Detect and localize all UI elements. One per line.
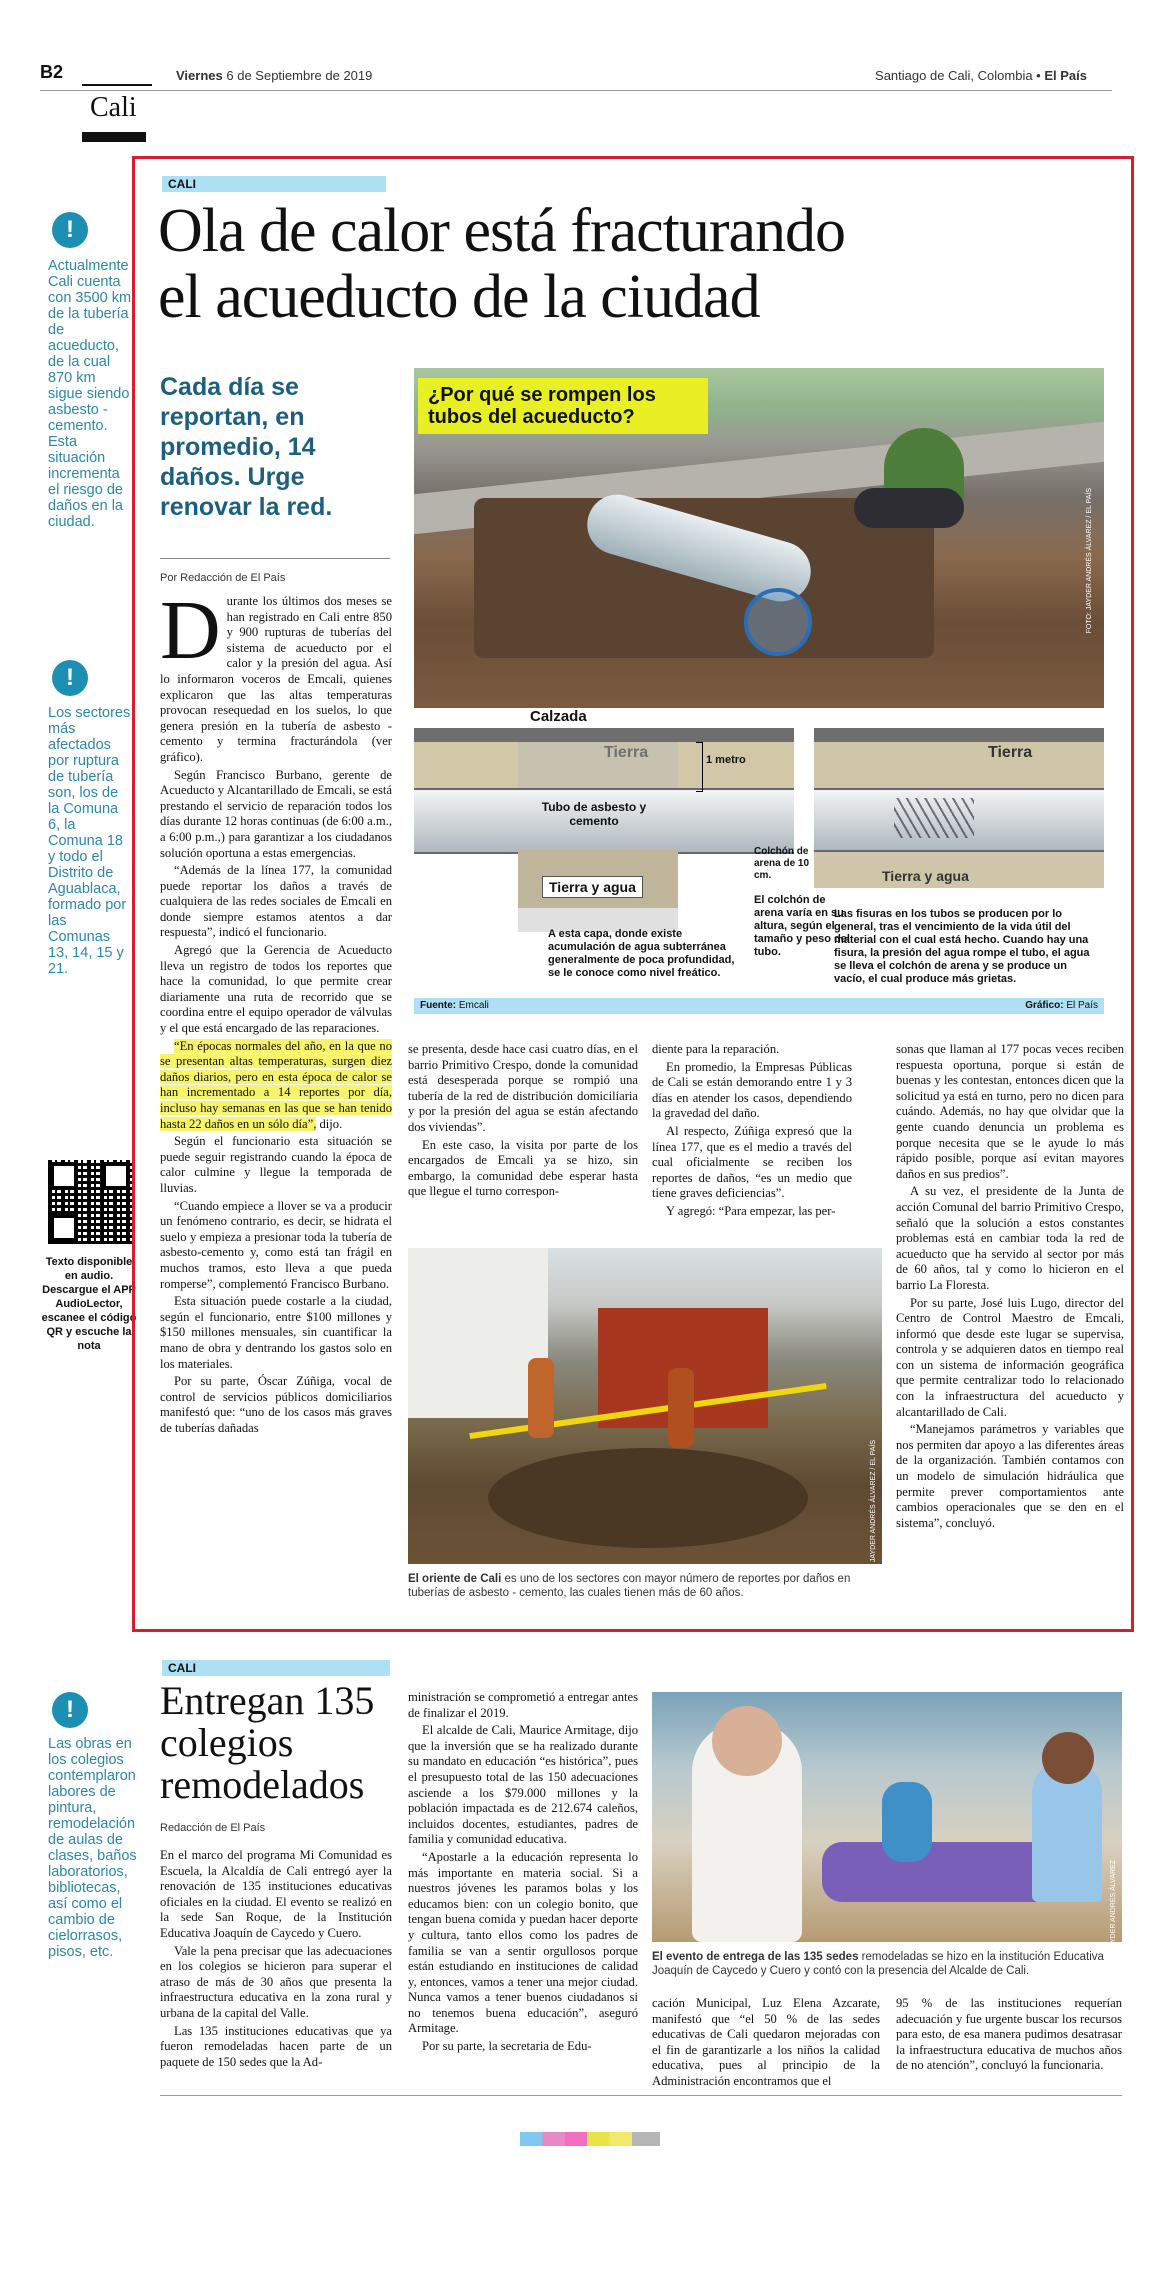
alert-icon: ! bbox=[52, 212, 88, 248]
header-date-text: 6 de Septiembre de 2019 bbox=[226, 68, 373, 83]
arena-note: El colchón de arena varía en su altura, según el tamaño y peso del tubo. bbox=[754, 894, 850, 958]
article-column-1 bbox=[160, 584, 392, 1438]
paragraph: En promedio, la Empresas Públicas de Cali se están demorando entre 1 y 3 días en atender los casos, dependiendo la gravedad del daño. bbox=[652, 1059, 852, 1121]
sidebar-note-3: Las obras en los colegios contemplaron labores de pintura, remodelación de aulas de clases, baños laboratorios, bibliotecas, así como el cambio de cielorrasos, pisos, etc. bbox=[48, 1736, 137, 1960]
highlighted-quote: “En épocas normales del año, en la que no se presentan altas temperaturas, surgen diez daños diarios, pero en esta época de calor se han incrementado a 14 reportes por día, incluso hay semanas en las que se han tenido hasta 22 daños en un sólo día”, bbox=[160, 1038, 392, 1131]
paragraph: Según el funcionario esta situación se puede seguir registrando cuando la época de calor culmine y llegue la temporada de lluvias. bbox=[160, 1134, 392, 1195]
paragraph: se presenta, desde hace casi cuatro días, en el barrio Primitivo Crespo, donde la comunidad está desesperada porque se rompió una tubería de la red de distribución domiciliaria y por la presión del agua se están afectando dos viviendas”. bbox=[408, 1042, 638, 1134]
sidebar-note-1: Actualmente Cali cuenta con 3500 km de la tubería de acueducto, de la cual 870 km sigue siendo asbesto - cemento. Esta situación incrementa el riesgo de daños en la ciudad. bbox=[48, 258, 132, 530]
alert-icon: ! bbox=[52, 660, 88, 696]
school-event-photo bbox=[652, 1692, 1122, 1942]
paragraph: Por su parte, la secretaria de Edu- bbox=[422, 2039, 592, 2054]
paragraph: diente para la reparación. bbox=[652, 1042, 780, 1056]
graphic-source-bar bbox=[414, 998, 1104, 1014]
byline-2: Redacción de El País bbox=[160, 1822, 266, 1834]
paragraph: “Manejamos parámetros y variables que nos permiten dar apoyo a las diferentes áreas de la organización. También contamos con un modelo de simulación hidráulica que permite prever comportamientos ante cambios operacionales que se den en el sistema”, concluyó. bbox=[896, 1422, 1124, 1530]
label-tierra-agua: Tierra y agua bbox=[542, 876, 643, 898]
header-place-text: Santiago de Cali, Colombia • bbox=[875, 68, 1041, 83]
paragraph: Según Francisco Burbano, gerente de Acueducto y Alcantarillado de Emcali, se está prestando el servicio de reparación todos los días durante 12 horas continuas (de 6:00 a.m., a 6:00 p.m.,) para garantizar a los ciudadanos solución oportuna a estas emergencias. bbox=[160, 767, 392, 860]
color-registration-bar bbox=[520, 2132, 660, 2146]
header-day: Viernes bbox=[176, 68, 223, 83]
article2-column-3 bbox=[652, 1996, 880, 2092]
quote-tail: dijo. bbox=[316, 1116, 343, 1131]
workers-photo bbox=[408, 1248, 882, 1564]
section-tag: CALI bbox=[162, 176, 386, 192]
headline bbox=[158, 198, 1118, 330]
paragraph: cación Municipal, Luz Elena Azcarate, manifestó que “el 50 % de las sedes educativas de Cali quedaron mejoradas con el fin de garantizarle a los niños la calidad educativa, pues al principio de la Administración encontramos que el bbox=[652, 1996, 880, 2088]
photo-caption-2-text: remodeladas se hizo en la institución Educativa Joaquín de Caycedo y Cuero y contó con la presencia del Alcalde de Cali. bbox=[652, 1951, 1104, 1977]
label-tierra-agua-right: Tierra y agua bbox=[882, 868, 969, 884]
fuente-value: Emcali bbox=[458, 1000, 489, 1011]
section-tag-2: CALI bbox=[162, 1660, 390, 1676]
label-tierra: Tierra bbox=[604, 744, 649, 761]
article-column-4 bbox=[896, 1042, 1124, 1533]
paragraph: Al respecto, Zúñiga expresó que la línea 177, que es el medio a través del cual oficialmente se reciben los reportes de daños, “es un medio que tiene graves deficiencias”. bbox=[652, 1123, 852, 1201]
article2-column-1 bbox=[160, 1848, 392, 2072]
paragraph: Esta situación puede costarle a la ciudad, según el funcionario, entre $100 millones y $150 millones mensuales, sin cuantificar la mano de obra y dentrando los gastos solo en los materiales. bbox=[160, 1294, 392, 1371]
headline-line-2: el acueducto de la ciudad bbox=[158, 263, 760, 331]
paragraph: Vale la pena precisar que las adecuaciones en los colegios se hicieron para superar el atraso de más de 30 años que presenta la infraestructura educativa en la zona rural y urbana de la capital del Valle. bbox=[160, 1943, 392, 2020]
photo-credit: FOTO: JAYDER ANDRÉS ÁLVAREZ / EL PAÍS bbox=[870, 1440, 877, 1586]
qr-code-icon[interactable] bbox=[48, 1160, 132, 1244]
article2-column-2 bbox=[408, 1690, 638, 2057]
paragraph: urante los últimos dos meses se han registrado en Cali entre 850 y 900 rupturas de tuberías del sistema de acueducto por el calor y la presión del agua. Así lo informaron voceros de Emcali, quienes explicaron que las altas temperaturas provocan resequedad en los suelos, lo que genera presión en la tubería de asbesto - cemento y termina fracturándola (ver gráfico). bbox=[160, 594, 392, 764]
header-rule bbox=[40, 90, 1112, 91]
section-bar bbox=[82, 132, 146, 142]
paragraph: “Cuando empiece a llover se va a producir un fenómeno contrario, es decir, se hidrata el suelo y empieza a presionar toda la tubería de asbesto-cemento y, como está tan frágil en muchos tramos, esto lleva a que pueda romperse”, complementó Francisco Burbano. bbox=[160, 1198, 392, 1291]
photo-caption-bold: El oriente de Cali bbox=[408, 1573, 502, 1585]
paragraph: El alcalde de Cali, Maurice Armitage, dijo que la inversión que se ha realizado durante su mandato en educación “es histórica”, pues el presupuesto total de las 150 adecuaciones asciende a los $79.000 millones y la población impactada es de 212.674 caleños, incluidos docentes, estudiantes, padres de familia y comunidad educativa. bbox=[408, 1723, 638, 1847]
photo-caption-text: es uno de los sectores con mayor número de reportes por daños en tuberías de asbesto - cemento, las cuales tienen más de 60 años. bbox=[408, 1573, 851, 1599]
fisuras-note: Las fisuras en los tubos se producen por lo general, tras el vencimiento de la vida útil del material con el cual está hecho. Cuando hay una fisura, la presión del agua rompe el tubo, el agua se lleva el colchón de arena y se produce un vacío, el cual produce más grietas. bbox=[834, 908, 1090, 985]
headline-line-1: Ola de calor está fracturando bbox=[158, 197, 846, 265]
label-metro: 1 metro bbox=[706, 754, 746, 766]
section-title: Cali bbox=[82, 84, 152, 132]
header-place bbox=[875, 68, 1087, 83]
article2-column-4 bbox=[896, 1996, 1122, 2076]
calzada-layer-right bbox=[814, 728, 1104, 742]
header-date bbox=[176, 68, 372, 83]
label-calzada: Calzada bbox=[530, 708, 587, 725]
sidebar-note-2: Los sectores más afectados por ruptura de tubería son, los de la Comuna 6, la Comuna 18 y todo el Distrito de Aguablaca, formado por las Comunas 13, 14, 15 y 21. bbox=[48, 705, 131, 977]
photo-caption-2 bbox=[652, 1950, 1122, 1978]
paragraph: Por su parte, José luis Lugo, director del Centro de Control Maestro de Emcali, informó que desde este lugar se supervisa, controla y se adquieren datos en tiempo real con un sistema de información geográfica que permite centralizar todo lo relacionado con la infraestructura del acueducto y alcantarillado de Cali. bbox=[896, 1295, 1124, 1419]
audio-note: Texto disponible en audio. Descargue el APP AudioLector, escanee el código QR y escuche la nota bbox=[41, 1256, 137, 1352]
label-tubo: Tubo de asbesto y cemento bbox=[541, 800, 647, 828]
byline-rule bbox=[160, 558, 390, 559]
photo-caption bbox=[408, 1572, 882, 1600]
grafico-label: Gráfico: bbox=[1025, 1000, 1064, 1011]
graphic-question: ¿Por qué se rompen los tubos del acueducto? bbox=[418, 378, 708, 434]
pull-quote bbox=[160, 1039, 392, 1133]
graphic-photo-credit: FOTO: JAYDER ANDRÉS ÁLVAREZ / EL PAÍS bbox=[1086, 488, 1093, 634]
alert-icon: ! bbox=[52, 1692, 88, 1728]
capa-note: A esta capa, donde existe acumulación de agua subterránea generalmente de poca profundidad, se le conoce como nivel freático. bbox=[548, 928, 735, 979]
paragraph: 95 % de las instituciones requerían adecuación y fue urgente buscar los recursos para esto, de esa manera pudimos desatrasar la infraestructura educativa de muchos años de no atención”, concluyó la funcionaria. bbox=[896, 1996, 1122, 2073]
infographic bbox=[414, 368, 1104, 1014]
byline: Por Redacción de El País bbox=[160, 572, 286, 584]
headline-2: Entregan 135 colegios remodelados bbox=[160, 1678, 375, 1807]
page-number: B2 bbox=[40, 62, 64, 82]
paragraph: Las 135 instituciones educativas que ya fueron remodeladas hacen parte de un paquete de 150 sedes que la Ad- bbox=[160, 2023, 392, 2069]
bottom-rule bbox=[160, 2095, 1122, 2096]
paragraph: Por su parte, Óscar Zúñiga, vocal de control de servicios públicos domiciliarios manifestó que: “uno de los casos más graves de tuberías dañadas bbox=[160, 1374, 392, 1435]
paragraph: En este caso, la visita por parte de los encargados de Emcali ya se hizo, sin embargo, la comunidad debe esperar hasta que llegue el turno correspon- bbox=[408, 1137, 638, 1199]
paragraph: ministración se comprometió a entregar antes de finalizar el 2019. bbox=[408, 1690, 638, 1720]
paragraph: Y agregó: “Para empezar, las per- bbox=[666, 1203, 836, 1218]
paragraph: En el marco del programa Mi Comunidad es Escuela, la Alcaldía de Cali entregó ayer la renovación de 135 instituciones educativas oficiales en la ciudad. El evento se realizó en la sede San Roque, de la Institución Educativa Joaquín de Caycedo y Cuero. bbox=[160, 1848, 392, 1940]
grafico-value: El País bbox=[1066, 1000, 1098, 1011]
calzada-layer bbox=[414, 728, 794, 742]
paragraph: “Apostarle a la educación representa lo más importante en materia social. Si a nuestros jóvenes les paramos bolas y los educamos bien: con un colegio bonito, que tengan buena comida y puedan hacer deporte y cultura, tanto ellos como los padres de familia se van a sentir orgullosos porque están estudiando en instituciones de calidad y, entonces, vamos a tener una mejor ciudad. Nunca vamos a tener buenos ciudadanos si no tenemos buena educación”, aseguró Armitage. bbox=[408, 1849, 638, 2036]
drop-cap: D bbox=[160, 584, 221, 677]
article-column-2 bbox=[408, 1042, 638, 1202]
paragraph: Agregó que la Gerencia de Acueducto lleva un registro de todos los reportes que hace la comunidad, lo que permite crear diariamente una ruta de recorrido que se coordina entre el equipo operador de válvulas y el que está encargado de las reparaciones. bbox=[160, 943, 392, 1036]
photo-credit-2: FOTO: JAYDER ANDRÉS ÁLVAREZ bbox=[1110, 1860, 1117, 1974]
photo-caption-2-bold: El evento de entrega de las 135 sedes bbox=[652, 1951, 859, 1963]
label-colchon: Colchón de arena de 10 cm. bbox=[754, 846, 810, 881]
paragraph: “Además de la línea 177, la comunidad puede reportar los daños a través de cualquiera de las redes sociales de Emcali en donde siempre estamos atentos a dar respuesta”, indicó el funcionario. bbox=[160, 863, 392, 940]
paragraph: A su vez, el presidente de la Junta de acción Comunal del barrio Primitivo Crespo, señaló que la solución a estos constantes problemas está en cambiar toda la red de acueducto que ha servido al sector por más de 60 años, tal y como lo hicieron en el barrio La Floresta. bbox=[896, 1184, 1124, 1292]
label-tierra-right: Tierra bbox=[988, 744, 1033, 761]
header-paper: El País bbox=[1044, 68, 1087, 83]
crack-icon bbox=[894, 798, 974, 838]
fuente-label: Fuente: bbox=[420, 1000, 457, 1011]
paragraph: sonas que llaman al 177 pocas veces reciben respuesta oportuna, porque si están de buenas y les contestan, entonces dicen que la solicitud ya está en turno, pero no dicen para cuándo. Además, no hay que olvidar que la gente cuando denuncia un problema es porque necesita que se le ayude lo más rápido posible, porque así evitan mayores daños en sus predios”. bbox=[896, 1042, 1124, 1181]
article-column-3 bbox=[652, 1042, 852, 1222]
subhead: Cada día se reportan, en promedio, 14 daños. Urge renovar la red. bbox=[160, 373, 333, 521]
metro-bracket bbox=[696, 742, 703, 792]
